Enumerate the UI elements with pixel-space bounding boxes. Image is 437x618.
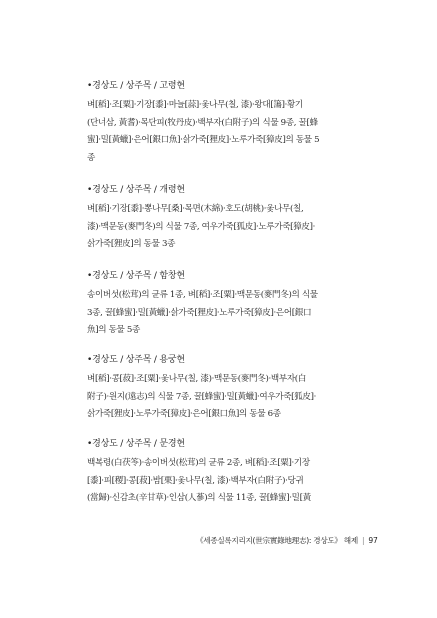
entry-text-line: (단너삼, 黃耆)·목단피(牧丹皮)·백부자(白附子)의 식물 9종, 꿀[蜂 xyxy=(87,117,318,128)
entry-text-line: 종 xyxy=(87,152,95,163)
entry-text-line: 漆)·맥문동(麥門冬)의 식물 7종, 여우가죽[狐皮]·노루가죽[獐皮]· xyxy=(87,221,316,232)
page-number: 97 xyxy=(368,536,378,545)
entry-goryeong xyxy=(87,80,355,167)
footer-separator: | xyxy=(362,536,365,545)
entry-gaeryeong xyxy=(87,184,355,254)
entry-text-line: 蜜]·밀[黃蠟]·은어[銀口魚]·삵가죽[狸皮]·노루가죽[獐皮]의 동물 5 xyxy=(87,135,320,145)
footer-title: 《세종실록지리지(世宗實錄地理志): 경상도》 해제 xyxy=(196,536,358,545)
entry-hamchang xyxy=(87,270,355,340)
entry-text-line: 삵가죽[狸皮]의 동물 3종 xyxy=(87,239,176,249)
entry-heading: •경상도 / 상주목 / 고령현 xyxy=(87,81,185,91)
entry-text-line: [黍]·피[稷]·콩[菽]·밤[栗]·옻나무(칠, 漆)·백부자(白附子)·당귀 xyxy=(87,475,304,486)
entry-text-line: 附子)·원지(遠志)의 식물 7종, 꿀[蜂蜜]·밀[黃蠟]·여우가죽[狐皮]· xyxy=(87,391,317,402)
entry-heading: •경상도 / 상주목 / 용궁현 xyxy=(87,355,185,365)
entry-mungyeong xyxy=(87,438,355,508)
entry-text-line: 백복령(白茯笭)·송이버섯(松茸)의 균류 2종, 벼[稻]·조[粟]·기장 xyxy=(87,458,310,468)
entry-text-line: 벼[稻]·기장[黍]·뽕나무[桑]·목면(木綿)·호도(胡桃)·옻나무(칠, xyxy=(87,204,304,214)
running-footer xyxy=(196,535,377,546)
entry-text-line: 벼[稻]·조[粟]·기장[黍]·마늘[蒜]·옻나무(칠, 漆)·왕대[簜]·황기 xyxy=(87,100,303,110)
entry-text-line: (當歸)·신감초(辛甘草)·인삼(人蔘)의 식물 11종, 꿀[蜂蜜]·밀[黃 xyxy=(87,493,311,503)
entry-text-line: 벼[稻]·콩[菽]·조[粟]·옻나무(칠, 漆)·맥문동(麥門冬)·백부자(白 xyxy=(87,374,307,384)
entry-text-line: 송이버섯(松茸)의 균류 1종, 벼[稻]·조[粟]·맥문동(麥門冬)의 식물 xyxy=(87,290,318,300)
entry-heading: •경상도 / 상주목 / 개령현 xyxy=(87,185,185,195)
entry-text-line: 魚]의 동물 5종 xyxy=(87,325,140,335)
entry-yonggung xyxy=(87,354,355,424)
entry-text-line: 3종, 꿀[蜂蜜]·밀[黃蠟]·삵가죽[狸皮]·노루가죽[獐皮]·은어[銀口 xyxy=(87,307,312,318)
entry-heading: •경상도 / 상주목 / 함창현 xyxy=(87,271,185,281)
entry-text-line: 삵가죽[狸皮]·노루가죽[獐皮]·은어[銀口魚]의 동물 6종 xyxy=(87,409,281,419)
entry-heading: •경상도 / 상주목 / 문경현 xyxy=(87,439,185,449)
